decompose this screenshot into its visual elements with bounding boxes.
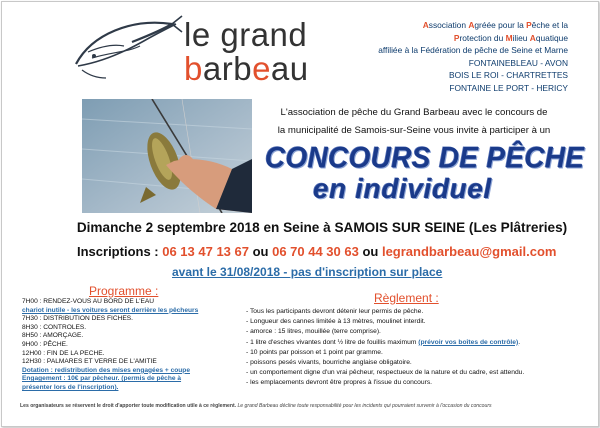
email-link[interactable]: legrandbarbeau@gmail.com: [381, 244, 557, 259]
main-title-line1: CONCOURS DE PÊCHE: [265, 141, 585, 174]
dotation-text: Dotation : redistribution des mises engagées + coupe: [22, 366, 190, 374]
invitation-line2: la municipalité de Samois-sur-Seine vous invite à participer à un: [277, 124, 551, 136]
reglement-item: - les emplacements devront être propres à l'issue du concours.: [246, 379, 433, 387]
invitation-line1: L'association de pêche du Grand Barbeau avec le concours de: [280, 107, 548, 118]
or-text-1: ou: [248, 244, 273, 259]
logo-text-line2: barbeau: [184, 50, 309, 87]
association-name-line1: Association Agréée pour la Pêche et la: [422, 20, 568, 30]
reglement-heading: Règlement :: [374, 291, 439, 305]
phone-2[interactable]: 06 70 44 30 63: [272, 244, 359, 259]
association-name-line2: Protection du Milieu Aquatique: [453, 32, 568, 43]
affiliation-text: affiliée à la Fédération de pêche de Seine et Marne: [378, 45, 568, 56]
flyer: [1, 1, 599, 427]
reglement-item: - poissons pesés vivants, bourriche anglaise obligatoire.: [246, 359, 412, 367]
town-1: FONTAINEBLEAU - AVON: [468, 57, 568, 68]
programme-item: 8H30 : CONTROLES.: [22, 323, 87, 331]
programme-item: 7H30 : DISTRIBUTION DES FICHES.: [22, 315, 134, 323]
engagement-text: Engagement : 10€ par pêcheur. (permis de pêche à: [22, 375, 182, 383]
footer-disclaimer: Les organisateurs se réservent le droit d'apporter toute modification utile à ce règlement. Le grand Barbeau décline toute responsabilité pour les incidents qui pourraient survenir à l'occasion du concours: [20, 403, 492, 409]
registration-deadline: avant le 31/08/2018 - pas d'inscription sur place: [172, 265, 443, 279]
reglement-item: - Tous les participants devront détenir leur permis de pêche.: [246, 308, 424, 315]
programme-item: 8H50 : AMORÇAGE.: [22, 332, 84, 340]
programme-item: 7H00 : RENDEZ-VOUS AU BORD DE L'EAU: [22, 298, 155, 305]
programme-item: 12H00 : FIN DE LA PECHE.: [22, 349, 105, 357]
fish-logo-icon: [72, 12, 184, 88]
reglement-list: [246, 307, 591, 389]
invitation-text: [264, 104, 564, 139]
programme-note: chariot inutile - les voitures seront derrière les pêcheurs: [22, 306, 199, 314]
inscriptions-label: Inscriptions :: [77, 244, 163, 259]
logo: [72, 8, 322, 92]
programme-item: 9H00 : PÊCHE.: [22, 340, 68, 348]
town-3: FONTAINE LE PORT - HERICY: [449, 82, 568, 93]
programme-item: 12H30 : PALMARES ET VERRE DE L'AMITIE: [22, 358, 157, 366]
inscriptions-line: [77, 244, 577, 259]
reglement-item: - un comportement digne d'un vrai pêcheur, respectueux de la nature et du cadre, est attendu.: [246, 369, 525, 377]
association-block: [348, 19, 568, 95]
or-text-2: ou: [358, 244, 382, 259]
reglement-item: - Longueur des cannes limitée à 13 mètres, moulinet interdit.: [246, 318, 426, 326]
reglement-item: - 1 litre d'esches vivantes dont ½ litre de fouillis maximum (prévoir vos boîtes de contrôle).: [246, 338, 521, 346]
engagement-text-cont: présenter lors de l'inscription).: [22, 383, 119, 391]
programme-list: [22, 298, 242, 393]
town-2: BOIS LE ROI - CHARTRETTES: [449, 70, 568, 81]
logo-text-line1: le grand: [184, 16, 308, 53]
reglement-item: - 10 points par poisson et 1 point par gramme.: [246, 348, 383, 356]
phone-1[interactable]: 06 13 47 13 67: [162, 244, 249, 259]
fishing-photo: [82, 99, 252, 213]
reglement-item: - amorce : 15 litres, mouillée (terre comprise).: [246, 328, 381, 336]
main-title-line2: en individuel: [313, 173, 492, 204]
event-date: Dimanche 2 septembre 2018 en Seine à SAMOIS SUR SEINE (Les Plâtreries): [76, 220, 568, 235]
programme-heading: Programme :: [89, 284, 159, 298]
